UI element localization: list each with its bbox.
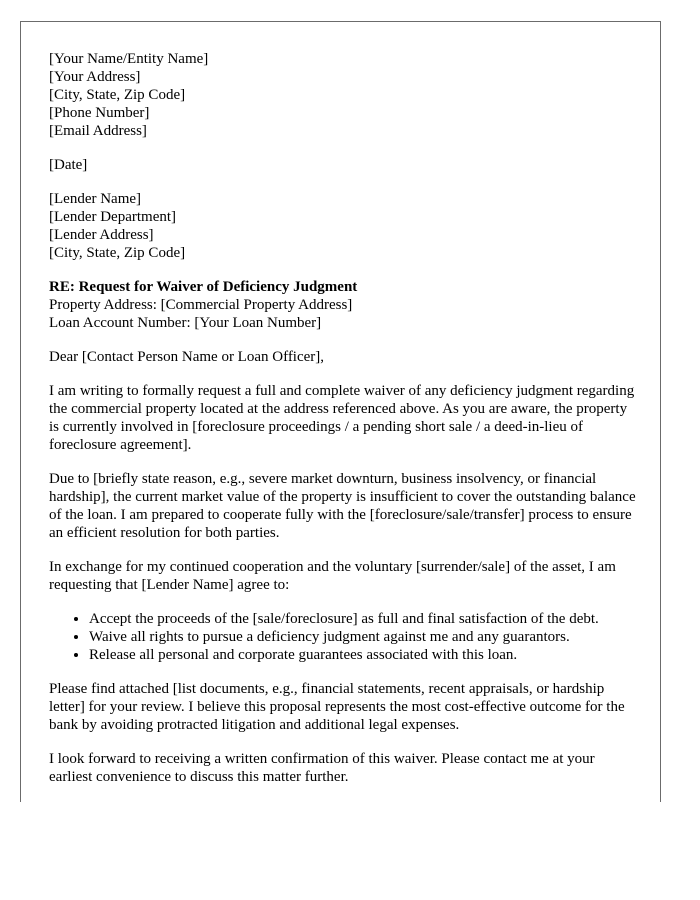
loan-account-line: Loan Account Number: [Your Loan Number] [49,315,322,331]
sender-address: [Your Address] [49,69,141,85]
recipient-department: [Lender Department] [49,209,177,225]
sender-name: [Your Name/Entity Name] [49,51,209,67]
subject-line: RE: Request for Waiver of Deficiency Judgment [49,279,358,295]
paragraph-request: I am writing to formally request a full and complete waiver of any deficiency judgment regarding the commercial property located at the address referenced above. As you are aware, the property is currently involved in [foreclosure proceedings / a pending short sale / a deed-in-lieu of foreclosure agreement]. [49,383,635,453]
property-address-line: Property Address: [Commercial Property Address] [49,297,353,313]
paragraph-closing: I look forward to receiving a written confirmation of this waiver. Please contact me at your earliest convenience to discuss this matter further. [49,751,595,785]
list-item: • Accept the proceeds of the [sale/foreclosure] as full and final satisfaction of the debt. [89,610,639,628]
recipient-address: [Lender Address] [49,227,154,243]
paragraph-attachments: Please find attached [list documents, e.g., financial statements, recent appraisals, or hardship letter] for your review. I believe this proposal represents the most cost-effective outcome for the bank by avoiding protracted litigation and additional legal expenses. [49,681,625,733]
list-item: • Release all personal and corporate guarantees associated with this loan. [89,646,639,664]
recipient-name: [Lender Name] [49,191,142,207]
subject-block [49,278,639,332]
sender-block [49,50,639,140]
recipient-city-state-zip: [City, State, Zip Code] [49,245,186,261]
request-list [49,610,639,664]
sender-city-state-zip: [City, State, Zip Code] [49,87,186,103]
salutation: Dear [Contact Person Name or Loan Officer], [49,349,325,365]
letter-body [49,50,639,802]
paragraph-exchange: In exchange for my continued cooperation and the voluntary [surrender/sale] of the asset, I am requesting that [Lender Name] agree to: [49,559,616,593]
sender-email: [Email Address] [49,123,147,139]
paragraph-reason: Due to [briefly state reason, e.g., severe market downturn, business insolvency, or financial hardship], the current market value of the property is insufficient to cover the outstanding balance of the loan. I am prepared to cooperate fully with the [foreclosure/sale/transfer] process to ensure an efficient resolution for both parties. [49,471,636,541]
sender-phone: [Phone Number] [49,105,150,121]
list-item: • Waive all rights to pursue a deficiency judgment against me and any guarantors. [89,628,639,646]
letter-date: [Date] [49,157,88,173]
recipient-block [49,190,639,262]
date-block [49,156,639,174]
letter-page [20,21,661,802]
